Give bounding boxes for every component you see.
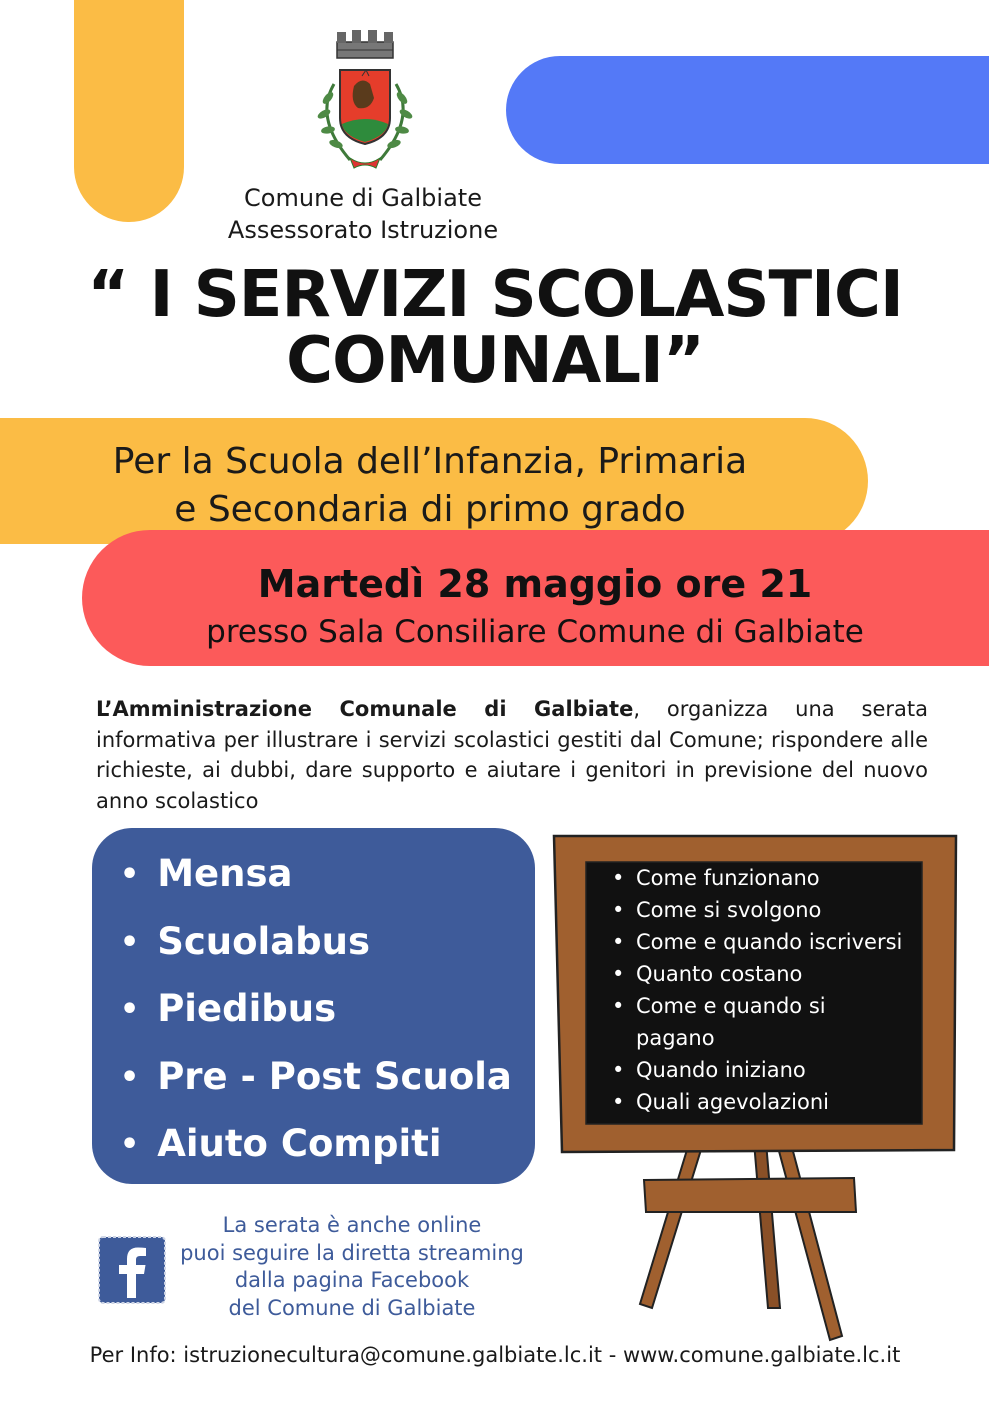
decor-blue-pill	[506, 56, 989, 164]
facebook-icon[interactable]	[98, 1236, 166, 1304]
service-item: • Pre - Post Scuola	[120, 1043, 535, 1111]
org-name: Comune di Galbiate	[244, 184, 482, 212]
subtitle-line-1: Per la Scuola dell’Infanzia, Primaria	[112, 441, 748, 482]
intro-paragraph	[96, 694, 928, 816]
board-topics-list	[610, 862, 910, 1118]
org-department: Assessorato Istruzione	[227, 216, 499, 244]
service-item: • Mensa	[120, 840, 535, 908]
subtitle-line-2: e Secondaria di primo grado	[174, 489, 686, 530]
online-note-line: dalla pagina Facebook	[234, 1268, 470, 1292]
board-topic: • Come e quando iscriversi	[610, 926, 910, 958]
board-topic: • Come e quando si	[610, 990, 910, 1022]
online-note-line: La serata è anche online	[222, 1213, 482, 1237]
board-topic: • Quali agevolazioni	[610, 1086, 910, 1118]
online-note-line: del Comune di Galbiate	[228, 1295, 476, 1320]
services-box	[92, 828, 535, 1184]
service-item: • Aiuto Compiti	[120, 1110, 535, 1178]
service-item: • Piedibus	[120, 975, 535, 1043]
subtitle	[40, 438, 820, 534]
online-note-line: puoi seguire la diretta streaming	[180, 1240, 524, 1265]
main-title	[20, 258, 970, 398]
online-note	[176, 1212, 528, 1322]
main-title-line-1: “ I SERVIZI SCOLASTICI	[87, 258, 903, 332]
board-topic: • Come funzionano	[610, 862, 910, 894]
board-topic: • Quanto costano	[610, 958, 910, 990]
event-date: Martedì 28 maggio ore 21	[257, 562, 813, 606]
event-place: presso Sala Consiliare Comune di Galbiate	[206, 614, 864, 650]
municipal-crest-icon	[300, 28, 430, 178]
footer-contact-info: Per Info: istruzionecultura@comune.galbiate.lc.it - www.comune.galbiate.lc.it	[89, 1343, 901, 1367]
board-topic: • Come si svolgono	[610, 894, 910, 926]
board-topic: • Quando iniziano	[610, 1054, 910, 1086]
main-title-line-2: COMUNALI”	[286, 324, 704, 398]
intro-text: , organizza una serata informativa per illustrare i servizi scolastici gestiti dal Comune; rispondere alle richieste, ai dubbi, dare supporto e aiutare i genitori in previsione del nuovo anno scolastico	[96, 697, 928, 813]
service-item: • Scuolabus	[120, 908, 535, 976]
intro-organizer: L’Amministrazione Comunale di Galbiate	[96, 697, 634, 721]
services-list	[120, 840, 535, 1178]
board-topic-continuation: pagano	[636, 1026, 715, 1050]
